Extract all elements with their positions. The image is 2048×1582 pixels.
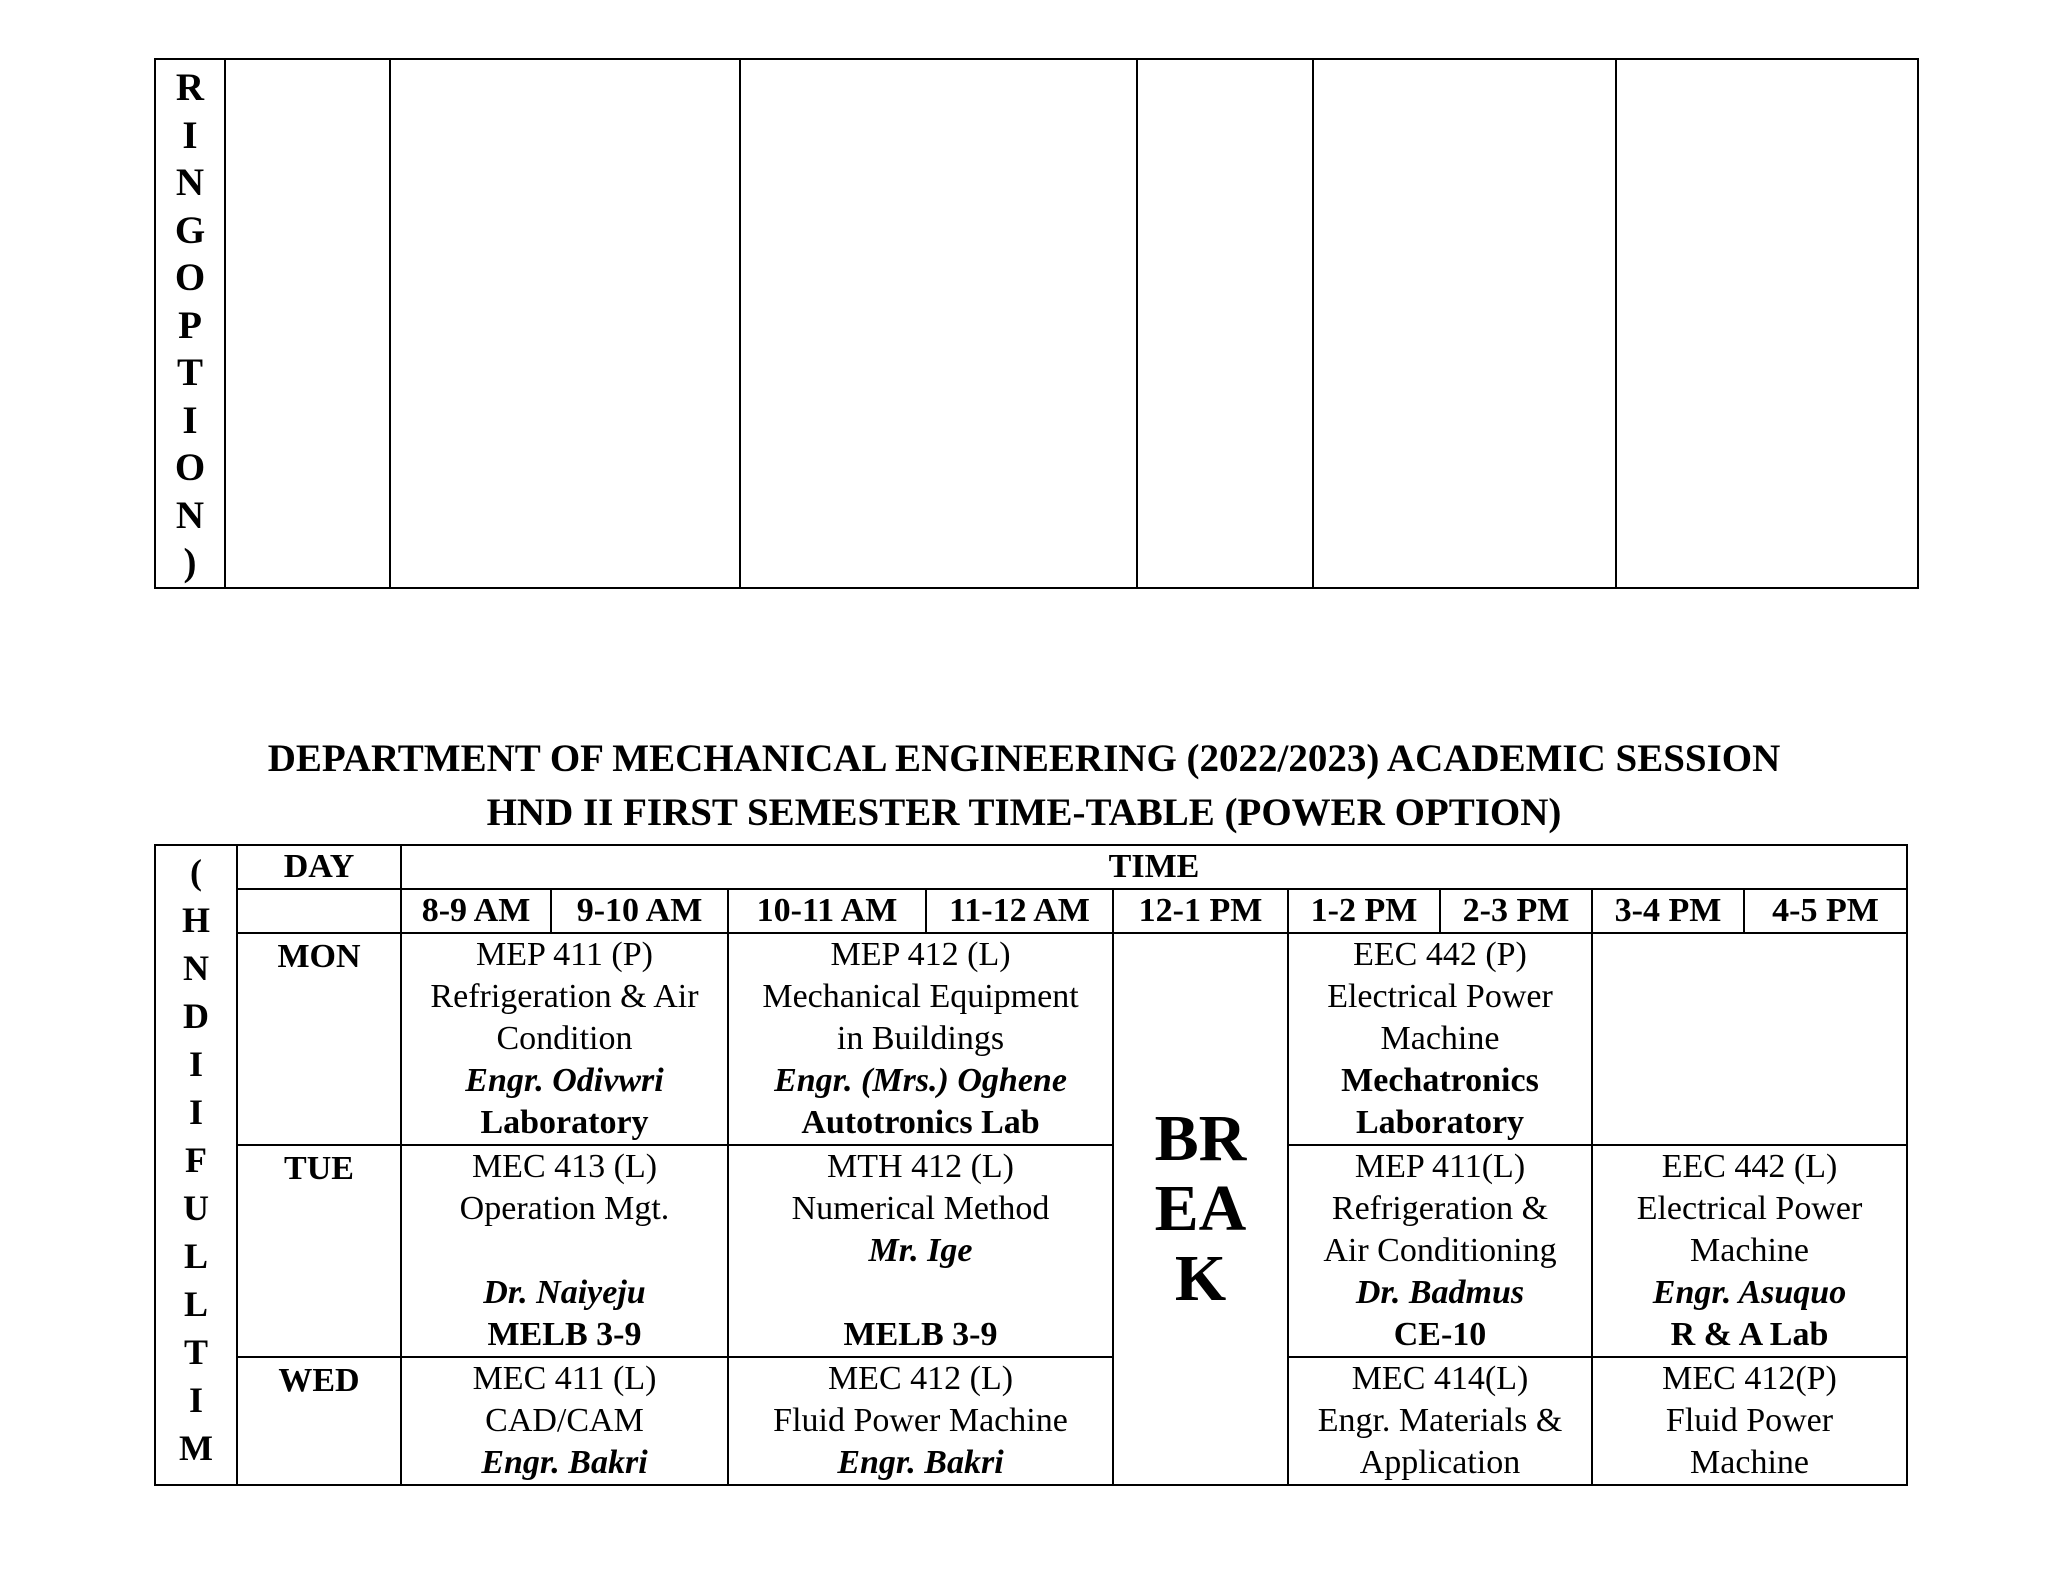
venue: CE-10 [1393,1316,1487,1353]
empty-cell [1137,59,1313,588]
side-letter: I [182,398,198,442]
previous-timetable-fragment [154,58,1919,589]
class-cell [728,1357,1113,1485]
course-title: Operation Mgt. [459,1190,670,1227]
side-letter: ( [190,852,202,892]
time-slot-10-11: 10-11 AM [728,889,926,933]
course-title: Machine [1690,1444,1809,1481]
side-letter: T [176,351,203,394]
class-cell [1288,1145,1592,1357]
course-code: MEC 412(P) [1662,1360,1837,1397]
side-letter: ) [183,541,197,584]
break-label [1114,1104,1287,1314]
time-slot-12-1: 12-1 PM [1113,889,1288,933]
venue: MELB 3-9 [843,1316,998,1353]
course-title: CAD/CAM [485,1402,644,1439]
lecturer: Engr. (Mrs.) Oghene [774,1062,1067,1099]
side-label-cell [155,59,225,588]
venue: R & A Lab [1670,1316,1829,1353]
course-title: Condition [496,1020,633,1057]
empty-cell [225,59,390,588]
time-slot-1-2: 1-2 PM [1288,889,1440,933]
class-cell [728,933,1113,1145]
course-title: Mechanical Equipment [762,978,1079,1015]
day-wed: WED [237,1357,401,1485]
course-title: Refrigeration & [1331,1190,1549,1227]
time-slot-2-3: 2-3 PM [1440,889,1592,933]
side-letter: N [183,948,209,988]
course-code: MTH 412 (L) [827,1148,1014,1185]
lecturer: Engr. Bakri [837,1444,1004,1481]
course-code: MEC 412 (L) [827,1360,1014,1397]
empty-cell [390,59,740,588]
time-slot-9-10: 9-10 AM [551,889,728,933]
class-cell [1288,1357,1592,1485]
timetable-title: HND II FIRST SEMESTER TIME-TABLE (POWER OPTION) [486,791,1562,834]
vertical-option-label [156,60,224,587]
side-letter: M [179,1428,213,1468]
side-letter: I [188,1092,203,1132]
course-title: Machine [1380,1020,1500,1057]
time-slot-4-5: 4-5 PM [1744,889,1907,933]
time-slot-3-4: 3-4 PM [1592,889,1744,933]
table-row-mon [155,933,1907,1145]
empty-class-cell [1592,933,1907,1145]
course-code: EEC 442 (P) [1353,936,1527,973]
side-letter: F [185,1140,207,1180]
course-title: Refrigeration & Air [430,978,699,1015]
side-letter: U [183,1188,209,1228]
course-title: Engr. Materials & [1317,1402,1563,1439]
venue: Mechatronics [1341,1062,1539,1099]
side-letter: D [183,996,209,1036]
side-letter: P [178,303,202,347]
timetable [154,844,1908,1486]
class-cell [1592,1145,1907,1357]
side-letter: I [188,1380,203,1420]
day-mon: MON [237,933,401,1145]
empty-cell [740,59,1137,588]
side-letter: N [175,493,205,537]
break-line: EA [1154,1172,1247,1245]
course-title: Electrical Power [1636,1190,1863,1227]
side-letter: I [188,1044,203,1084]
department-title: DEPARTMENT OF MECHANICAL ENGINEERING (2022/2023) ACADEMIC SESSION [267,737,1781,780]
course-code: MEP 411 (P) [476,936,653,973]
venue: MELB 3-9 [487,1316,642,1353]
class-cell [401,1145,728,1357]
course-code: MEC 413 (L) [471,1148,658,1185]
course-title: Electrical Power [1327,978,1553,1015]
day-header: DAY [237,845,401,889]
lecturer: Mr. Ige [868,1232,973,1269]
venue: Laboratory [480,1104,649,1141]
lecturer: Dr. Naiyeju [483,1274,646,1311]
course-code: EEC 442 (L) [1661,1148,1838,1185]
break-cell [1113,933,1288,1485]
break-line: K [1174,1242,1227,1315]
course-title: Numerical Method [791,1190,1050,1227]
course-title: in Buildings [836,1020,1005,1057]
side-letter: O [174,446,206,489]
course-title: Machine [1690,1232,1809,1269]
course-title: Application [1359,1444,1521,1481]
class-cell [401,933,728,1145]
break-line: BR [1154,1102,1247,1175]
empty-header-cell [237,889,401,933]
class-cell [728,1145,1113,1357]
side-letter: H [181,900,210,940]
empty-cell [1313,59,1616,588]
side-letter: O [174,256,206,299]
venue: Autotronics Lab [801,1104,1040,1141]
class-cell [401,1357,728,1485]
side-letter: L [183,1236,208,1276]
table-row-wed [155,1357,1907,1485]
time-slot-8-9: 8-9 AM [401,889,551,933]
course-title: Air Conditioning [1323,1232,1557,1269]
class-cell [1288,933,1592,1145]
side-label-cell [155,845,237,1485]
side-letter: I [182,113,198,157]
venue: Laboratory [1355,1104,1525,1141]
side-letter: N [175,161,205,204]
empty-cell [1616,59,1918,588]
lecturer: Engr. Asuquo [1652,1274,1847,1311]
vertical-programme-label [156,846,236,1472]
course-title: Fluid Power [1665,1402,1834,1439]
course-code: MEC 411 (L) [472,1360,657,1397]
time-slot-11-12: 11-12 AM [926,889,1113,933]
spacer [729,1272,1112,1314]
side-letter: R [175,66,205,109]
lecturer: Dr. Badmus [1355,1274,1525,1311]
class-cell [1592,1357,1907,1485]
spacer [402,1230,727,1272]
time-header: TIME [401,845,1907,889]
course-title: Fluid Power Machine [773,1402,1068,1439]
course-code: MEC 414(L) [1351,1360,1529,1397]
day-tue: TUE [237,1145,401,1357]
lecturer: Engr. Odivwri [465,1062,664,1099]
course-code: MEP 412 (L) [830,936,1011,973]
side-letter: L [183,1284,208,1324]
side-letter: T [183,1332,208,1372]
side-letter: G [174,208,206,252]
table-row-tue [155,1145,1907,1357]
course-code: MEP 411(L) [1354,1148,1526,1185]
lecturer: Engr. Bakri [481,1444,648,1481]
